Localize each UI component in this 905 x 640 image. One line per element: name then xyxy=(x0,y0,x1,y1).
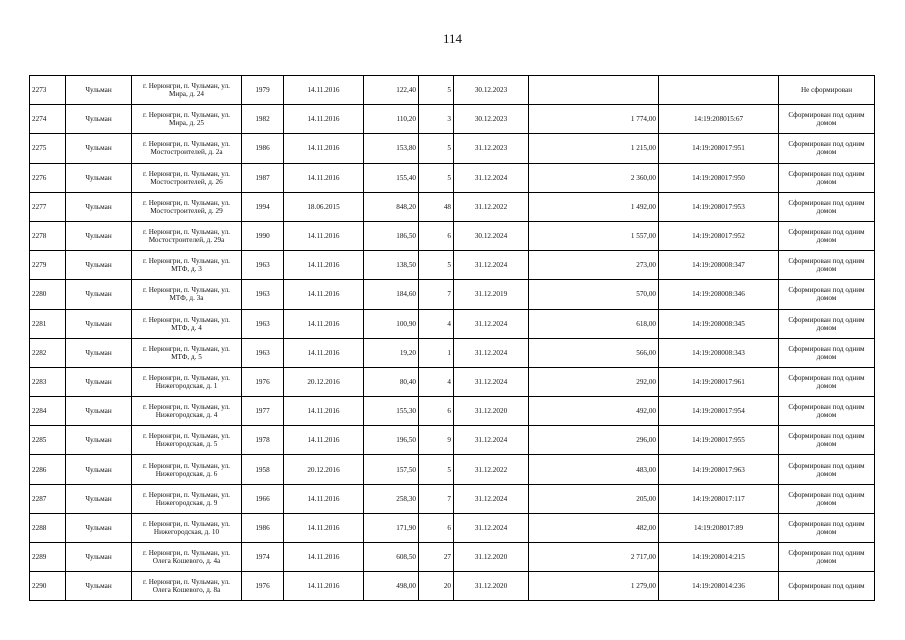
row-number-cell: 2278 xyxy=(30,221,66,250)
area-cell: 155,40 xyxy=(364,163,419,192)
area-cell: 157,50 xyxy=(364,455,419,484)
settlement-cell: Чульман xyxy=(66,513,132,542)
settlement-cell: Чульман xyxy=(66,338,132,367)
cadastral-number-cell: 14:19:208014:215 xyxy=(659,543,779,572)
land-status-cell: Сформирован под одним домом xyxy=(779,280,875,309)
area-cell: 100,90 xyxy=(364,309,419,338)
address-cell: г. Нерюнгри, п. Чульман, ул. Мостостроителей, д. 29 xyxy=(132,192,242,221)
build-year-cell: 1979 xyxy=(242,76,284,105)
address-cell: г. Нерюнгри, п. Чульман, ул. Мостостроителей, д. 29а xyxy=(132,221,242,250)
cadastral-number-cell: 14:19:208017:963 xyxy=(659,455,779,484)
cost-cell xyxy=(529,76,659,105)
build-year-cell: 1963 xyxy=(242,251,284,280)
term-date-cell: 31.12.2024 xyxy=(454,426,529,455)
land-status-cell: Сформирован под одним домом xyxy=(779,455,875,484)
date-cell: 14.11.2016 xyxy=(284,105,364,134)
table-row xyxy=(30,367,875,396)
settlement-cell: Чульман xyxy=(66,572,132,601)
land-status-cell: Сформирован под одним домом xyxy=(779,338,875,367)
settlement-cell: Чульман xyxy=(66,280,132,309)
table-row xyxy=(30,338,875,367)
row-number-cell: 2281 xyxy=(30,309,66,338)
cost-cell: 292,00 xyxy=(529,367,659,396)
address-cell: г. Нерюнгри, п. Чульман, ул. Нижегородская, д. 9 xyxy=(132,484,242,513)
date-cell: 14.11.2016 xyxy=(284,309,364,338)
flats-count-cell: 3 xyxy=(419,105,454,134)
term-date-cell: 31.12.2024 xyxy=(454,484,529,513)
row-number-cell: 2290 xyxy=(30,572,66,601)
settlement-cell: Чульман xyxy=(66,76,132,105)
cost-cell: 482,00 xyxy=(529,513,659,542)
build-year-cell: 1977 xyxy=(242,397,284,426)
land-status-cell: Сформирован под одним домом xyxy=(779,513,875,542)
term-date-cell: 31.12.2020 xyxy=(454,397,529,426)
table-row xyxy=(30,397,875,426)
cadastral-number-cell xyxy=(659,76,779,105)
cadastral-number-cell: 14:19:208008:346 xyxy=(659,280,779,309)
build-year-cell: 1987 xyxy=(242,163,284,192)
area-cell: 122,40 xyxy=(364,76,419,105)
row-number-cell: 2283 xyxy=(30,367,66,396)
date-cell: 14.11.2016 xyxy=(284,221,364,250)
cadastral-number-cell: 14:19:208008:343 xyxy=(659,338,779,367)
flats-count-cell: 5 xyxy=(419,163,454,192)
table-row xyxy=(30,192,875,221)
cadastral-number-cell: 14:19:208008:347 xyxy=(659,251,779,280)
flats-count-cell: 9 xyxy=(419,426,454,455)
date-cell: 14.11.2016 xyxy=(284,543,364,572)
land-status-cell: Сформирован под одним домом xyxy=(779,367,875,396)
address-cell: г. Нерюнгри, п. Чульман, ул. Нижегородская, д. 5 xyxy=(132,426,242,455)
cadastral-number-cell: 14:19:208017:89 xyxy=(659,513,779,542)
term-date-cell: 31.12.2022 xyxy=(454,192,529,221)
land-status-cell: Не сформирован xyxy=(779,76,875,105)
cost-cell: 1 215,00 xyxy=(529,134,659,163)
cadastral-number-cell: 14:19:208017:117 xyxy=(659,484,779,513)
table-row xyxy=(30,513,875,542)
term-date-cell: 31.12.2024 xyxy=(454,367,529,396)
table-row xyxy=(30,572,875,601)
land-status-cell: Сформирован под одним xyxy=(779,572,875,601)
row-number-cell: 2276 xyxy=(30,163,66,192)
table-row xyxy=(30,221,875,250)
address-cell: г. Нерюнгри, п. Чульман, ул. Нижегородская, д. 1 xyxy=(132,367,242,396)
date-cell: 14.11.2016 xyxy=(284,484,364,513)
row-number-cell: 2273 xyxy=(30,76,66,105)
area-cell: 110,20 xyxy=(364,105,419,134)
address-cell: г. Нерюнгри, п. Чульман, ул. Нижегородская, д. 10 xyxy=(132,513,242,542)
cadastral-number-cell: 14:19:208014:236 xyxy=(659,572,779,601)
term-date-cell: 30.12.2023 xyxy=(454,76,529,105)
settlement-cell: Чульман xyxy=(66,397,132,426)
land-status-cell: Сформирован под одним домом xyxy=(779,543,875,572)
cadastral-number-cell: 14:19:208008:345 xyxy=(659,309,779,338)
date-cell: 14.11.2016 xyxy=(284,397,364,426)
cost-cell: 2 360,00 xyxy=(529,163,659,192)
settlement-cell: Чульман xyxy=(66,426,132,455)
cadastral-number-cell: 14:19:208017:955 xyxy=(659,426,779,455)
build-year-cell: 1986 xyxy=(242,513,284,542)
table-row xyxy=(30,105,875,134)
date-cell: 14.11.2016 xyxy=(284,426,364,455)
address-cell: г. Нерюнгри, п. Чульман, ул. МТФ, д. 3 xyxy=(132,251,242,280)
cadastral-number-cell: 14:19:208017:952 xyxy=(659,221,779,250)
address-cell: г. Нерюнгри, п. Чульман, ул. Мостостроителей, д. 26 xyxy=(132,163,242,192)
flats-count-cell: 7 xyxy=(419,484,454,513)
cost-cell: 483,00 xyxy=(529,455,659,484)
land-status-cell: Сформирован под одним домом xyxy=(779,251,875,280)
table-row xyxy=(30,280,875,309)
land-status-cell: Сформирован под одним домом xyxy=(779,163,875,192)
build-year-cell: 1982 xyxy=(242,105,284,134)
settlement-cell: Чульман xyxy=(66,163,132,192)
table-row xyxy=(30,134,875,163)
settlement-cell: Чульман xyxy=(66,455,132,484)
date-cell: 14.11.2016 xyxy=(284,163,364,192)
settlement-cell: Чульман xyxy=(66,543,132,572)
term-date-cell: 31.12.2022 xyxy=(454,455,529,484)
flats-count-cell: 48 xyxy=(419,192,454,221)
area-cell: 19,20 xyxy=(364,338,419,367)
row-number-cell: 2285 xyxy=(30,426,66,455)
address-cell: г. Нерюнгри, п. Чульман, ул. МТФ, д. 5 xyxy=(132,338,242,367)
flats-count-cell: 5 xyxy=(419,251,454,280)
cost-cell: 273,00 xyxy=(529,251,659,280)
table-row xyxy=(30,251,875,280)
table-row xyxy=(30,455,875,484)
table-row xyxy=(30,309,875,338)
cost-cell: 205,00 xyxy=(529,484,659,513)
date-cell: 20.12.2016 xyxy=(284,367,364,396)
address-cell: г. Нерюнгри, п. Чульман, ул. МТФ, д. 4 xyxy=(132,309,242,338)
flats-count-cell: 6 xyxy=(419,397,454,426)
cadastral-number-cell: 14:19:208015:67 xyxy=(659,105,779,134)
address-cell: г. Нерюнгри, п. Чульман, ул. Мостостроителей, д. 2а xyxy=(132,134,242,163)
row-number-cell: 2277 xyxy=(30,192,66,221)
area-cell: 608,50 xyxy=(364,543,419,572)
land-status-cell: Сформирован под одним домом xyxy=(779,309,875,338)
row-number-cell: 2282 xyxy=(30,338,66,367)
flats-count-cell: 20 xyxy=(419,572,454,601)
build-year-cell: 1966 xyxy=(242,484,284,513)
settlement-cell: Чульман xyxy=(66,134,132,163)
land-status-cell: Сформирован под одним домом xyxy=(779,397,875,426)
table-row xyxy=(30,543,875,572)
cadastral-number-cell: 14:19:208017:951 xyxy=(659,134,779,163)
build-year-cell: 1958 xyxy=(242,455,284,484)
table-row xyxy=(30,484,875,513)
land-status-cell: Сформирован под одним домом xyxy=(779,134,875,163)
row-number-cell: 2288 xyxy=(30,513,66,542)
land-status-cell: Сформирован под одним домом xyxy=(779,484,875,513)
row-number-cell: 2286 xyxy=(30,455,66,484)
flats-count-cell: 1 xyxy=(419,338,454,367)
date-cell: 14.11.2016 xyxy=(284,513,364,542)
build-year-cell: 1986 xyxy=(242,134,284,163)
address-cell: г. Нерюнгри, п. Чульман, ул. Мира, д. 25 xyxy=(132,105,242,134)
flats-count-cell: 4 xyxy=(419,367,454,396)
row-number-cell: 2289 xyxy=(30,543,66,572)
term-date-cell: 31.12.2024 xyxy=(454,338,529,367)
term-date-cell: 31.12.2024 xyxy=(454,309,529,338)
area-cell: 498,00 xyxy=(364,572,419,601)
row-number-cell: 2274 xyxy=(30,105,66,134)
date-cell: 14.11.2016 xyxy=(284,76,364,105)
build-year-cell: 1974 xyxy=(242,543,284,572)
land-status-cell: Сформирован под одним домом xyxy=(779,426,875,455)
page-number: 114 xyxy=(442,31,463,46)
cost-cell: 1 774,00 xyxy=(529,105,659,134)
area-cell: 184,60 xyxy=(364,280,419,309)
build-year-cell: 1994 xyxy=(242,192,284,221)
area-cell: 153,80 xyxy=(364,134,419,163)
area-cell: 258,30 xyxy=(364,484,419,513)
build-year-cell: 1963 xyxy=(242,309,284,338)
date-cell: 18.06.2015 xyxy=(284,192,364,221)
date-cell: 14.11.2016 xyxy=(284,280,364,309)
area-cell: 138,50 xyxy=(364,251,419,280)
cadastral-number-cell: 14:19:208017:953 xyxy=(659,192,779,221)
flats-count-cell: 6 xyxy=(419,221,454,250)
address-cell: г. Нерюнгри, п. Чульман, ул. МТФ, д. 3а xyxy=(132,280,242,309)
settlement-cell: Чульман xyxy=(66,192,132,221)
term-date-cell: 30.12.2024 xyxy=(454,221,529,250)
term-date-cell: 31.12.2023 xyxy=(454,134,529,163)
row-number-cell: 2275 xyxy=(30,134,66,163)
settlement-cell: Чульман xyxy=(66,367,132,396)
cost-cell: 1 557,00 xyxy=(529,221,659,250)
flats-count-cell: 27 xyxy=(419,543,454,572)
settlement-cell: Чульман xyxy=(66,309,132,338)
cost-cell: 618,00 xyxy=(529,309,659,338)
cost-cell: 1 492,00 xyxy=(529,192,659,221)
area-cell: 155,30 xyxy=(364,397,419,426)
term-date-cell: 31.12.2019 xyxy=(454,280,529,309)
cost-cell: 296,00 xyxy=(529,426,659,455)
date-cell: 14.11.2016 xyxy=(284,251,364,280)
term-date-cell: 31.12.2024 xyxy=(454,513,529,542)
table-row xyxy=(30,426,875,455)
cost-cell: 566,00 xyxy=(529,338,659,367)
address-cell: г. Нерюнгри, п. Чульман, ул. Олега Кошевого, д. 4а xyxy=(132,543,242,572)
term-date-cell: 31.12.2024 xyxy=(454,251,529,280)
date-cell: 14.11.2016 xyxy=(284,134,364,163)
build-year-cell: 1963 xyxy=(242,280,284,309)
settlement-cell: Чульман xyxy=(66,251,132,280)
row-number-cell: 2287 xyxy=(30,484,66,513)
date-cell: 14.11.2016 xyxy=(284,338,364,367)
date-cell: 20.12.2016 xyxy=(284,455,364,484)
cost-cell: 570,00 xyxy=(529,280,659,309)
term-date-cell: 31.12.2020 xyxy=(454,572,529,601)
settlement-cell: Чульман xyxy=(66,484,132,513)
table-row xyxy=(30,76,875,105)
build-year-cell: 1990 xyxy=(242,221,284,250)
land-status-cell: Сформирован под одним домом xyxy=(779,221,875,250)
cost-cell: 2 717,00 xyxy=(529,543,659,572)
cadastral-number-cell: 14:19:208017:954 xyxy=(659,397,779,426)
cost-cell: 492,00 xyxy=(529,397,659,426)
row-number-cell: 2280 xyxy=(30,280,66,309)
area-cell: 80,40 xyxy=(364,367,419,396)
settlement-cell: Чульман xyxy=(66,105,132,134)
build-year-cell: 1978 xyxy=(242,426,284,455)
date-cell: 14.11.2016 xyxy=(284,572,364,601)
flats-count-cell: 5 xyxy=(419,76,454,105)
area-cell: 186,50 xyxy=(364,221,419,250)
table-row xyxy=(30,163,875,192)
address-cell: г. Нерюнгри, п. Чульман, ул. Нижегородская, д. 6 xyxy=(132,455,242,484)
housing-registry-table xyxy=(29,75,875,601)
land-status-cell: Сформирован под одним домом xyxy=(779,105,875,134)
cost-cell: 1 279,00 xyxy=(529,572,659,601)
address-cell: г. Нерюнгри, п. Чульман, ул. Олега Кошевого, д. 8а xyxy=(132,572,242,601)
settlement-cell: Чульман xyxy=(66,221,132,250)
flats-count-cell: 6 xyxy=(419,513,454,542)
flats-count-cell: 5 xyxy=(419,134,454,163)
row-number-cell: 2279 xyxy=(30,251,66,280)
row-number-cell: 2284 xyxy=(30,397,66,426)
term-date-cell: 31.12.2020 xyxy=(454,543,529,572)
term-date-cell: 31.12.2024 xyxy=(454,163,529,192)
term-date-cell: 30.12.2023 xyxy=(454,105,529,134)
land-status-cell: Сформирован под одним домом xyxy=(779,192,875,221)
area-cell: 171,90 xyxy=(364,513,419,542)
build-year-cell: 1976 xyxy=(242,572,284,601)
area-cell: 848,20 xyxy=(364,192,419,221)
cadastral-number-cell: 14:19:208017:950 xyxy=(659,163,779,192)
cadastral-number-cell: 14:19:208017:961 xyxy=(659,367,779,396)
area-cell: 196,50 xyxy=(364,426,419,455)
flats-count-cell: 4 xyxy=(419,309,454,338)
build-year-cell: 1976 xyxy=(242,367,284,396)
build-year-cell: 1963 xyxy=(242,338,284,367)
address-cell: г. Нерюнгри, п. Чульман, ул. Мира, д. 24 xyxy=(132,76,242,105)
flats-count-cell: 5 xyxy=(419,455,454,484)
flats-count-cell: 7 xyxy=(419,280,454,309)
address-cell: г. Нерюнгри, п. Чульман, ул. Нижегородская, д. 4 xyxy=(132,397,242,426)
